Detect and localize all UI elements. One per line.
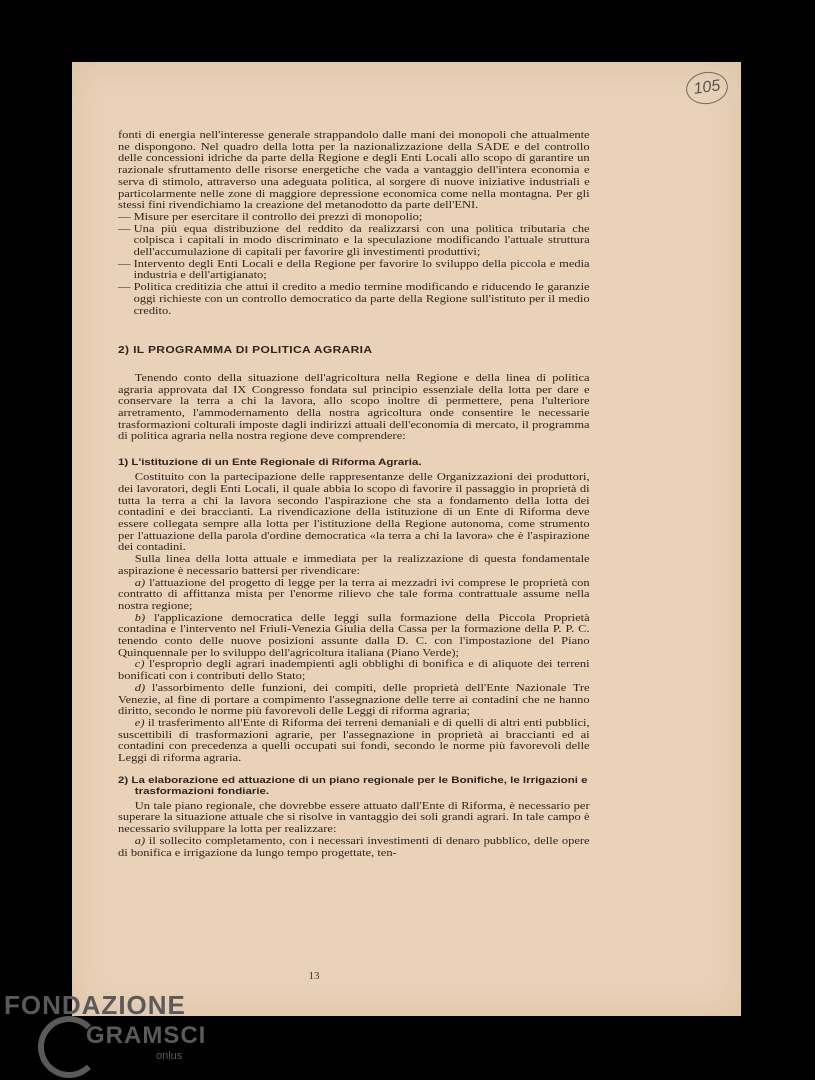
dash-list-item: — Intervento degli Enti Locali e della Regione per favorire lo sviluppo della piccola e media industria e dell'artigianato; — [118, 259, 590, 282]
lettered-item — [118, 578, 590, 613]
watermark-line2: GRAMSCI — [86, 1022, 207, 1049]
watermark-logo — [4, 990, 207, 1075]
body-paragraph: Un tale piano regionale, che dovrebbe essere attuato dall'Ente di Riforma, è necessario per superare la situazione attuale che si risolve in vantaggio dei soli grandi agrari. In tale campo è necessario sviluppare la lotta per realizzare: — [118, 800, 590, 836]
lettered-item — [118, 613, 590, 660]
watermark-line3: onlus — [156, 1050, 183, 1062]
body-paragraph: Costituito con la partecipazione delle rappresentanze delle Organizzazioni dei produttori, dei lavoratori, degli Enti Locali, il quale abbia lo scopo di favorire il passaggio in proprietà di tutta la terra a chi la lavora secondo l'aspirazione che sta a fondamento della lotta dei contadini e dei braccianti. La rivendicazione della istituzione di un Ente di Riforma deve essere collegata sempre alla lotta per l'istituzione della Regione autonoma, come strumento per l'attuazione della parola d'ordine democratica «la terra a chi la lavora» che è l'aspirazione dei contadini. — [118, 472, 590, 554]
section-intro-paragraph: Tenendo conto della situazione dell'agricoltura nella Regione e della linea di politica agraria approvata dal IX Congresso fondata sul principio essenziale della lotta per dare e conservare la terra a chi la lavora, allo scopo inoltre di permettere, pena l'ulteriore arretramento, l'ammodernamento della nostra agricoltura onde consentire le necessarie trasformazioni colturali imposte dagli indirizzi attuali dell'economia di mercato, il programma di politica agraria nella nostra regione deve comprendere: — [118, 372, 590, 443]
page-number-stamp: 105 — [684, 69, 730, 107]
section-heading: 2) IL PROGRAMMA DI POLITICA AGRARIA — [118, 345, 373, 357]
item-letter: a) — [134, 835, 146, 847]
lettered-item — [118, 836, 590, 859]
subsection-heading: 1) L'istituzione di un Ente Regionale di Riforma Agraria. — [118, 457, 422, 469]
item-text: l'esproprio degli agrari inadempienti agli obblighi di bonifica e di aliquote dei terreni bonificati con i contributi dello Stato; — [118, 659, 590, 683]
dash-list-item: — Politica creditizia che attui il credito a medio termine modificando e riducendo le garanzie oggi richieste con un controllo democratico da parte della Regione sull'istituto per il medio credito. — [118, 282, 590, 317]
body-paragraph: Sulla linea della lotta attuale e immediata per la realizzazione di questa fondamentale aspirazione è necessario battersi per rivendicare: — [118, 554, 590, 577]
dash-list-item: — Misure per esercitare il controllo dei prezzi di monopolio; — [118, 212, 590, 224]
item-text: il trasferimento all'Ente di Riforma dei terreni demaniali e di quelli di altri enti pubblici, suscettibili di trasformazioni agrarie, per l'assegnazione in proprietà ai braccianti ed ai contadini con precedenza a quelli occupati sui fondi, secondo le norme più favorevoli delle Leggi di riforma agraria. — [118, 717, 590, 765]
lettered-item — [118, 683, 590, 718]
dash-list-item: — Una più equa distribuzione del reddito da realizzarsi con una politica tributaria che colpisca i capitali in modo discriminato e la speculazione modificando l'attuale struttura dell'accumulazione di capitali per favorire gli investimenti produttivi; — [118, 224, 590, 259]
watermark-line1: FONDAZIONE — [4, 990, 186, 1020]
item-letter: c) — [134, 659, 145, 671]
intro-paragraph: fonti di energia nell'interesse generale strappandolo dalle mani dei monopoli che attualmente ne dispongono. Nel quadro della lotta per la nazionalizzazione della SADE e del controllo delle concessioni idriche da parte della Regione e degli Enti Locali allo scopo di garantire un razionale sfruttamento delle risorse energetiche che vada a vantaggio dell'intera economia e serva di stimolo, attraverso una adeguata politica, al sorgere di nuove iniziative industriali e particolarmente nelle zone di maggiore depressione economica come nella montagna. Per gli stessi fini rivendichiamo la creazione del metanodotto da parte dell'ENI. — [118, 130, 590, 212]
lettered-item — [118, 718, 590, 765]
item-text: l'assorbimento delle funzioni, dei compiti, delle proprietà dell'Ente Nazionale Tre Venezie, al fine di portare a compimento l'assegnazione delle terre ai contadini che ne hanno diritto, secondo le norme più favorevoli delle Leggi di riforma agraria; — [118, 682, 590, 718]
subsection-heading: 2) La elaborazione ed attuazione di un piano regionale per le Bonifiche, le Irrigazioni e trasformazioni fondiarie. — [118, 774, 588, 797]
item-text: l'attuazione del progetto di legge per la terra ai mezzadri ivi comprese le proprietà con contratto di affittanza mista per l'enorme rilievo che tale forma contrattuale assume nella nostra regione; — [118, 577, 590, 612]
item-letter: e) — [134, 717, 145, 729]
page-folio: 13 — [308, 970, 320, 982]
item-letter: b) — [134, 612, 146, 624]
document-body — [118, 130, 590, 859]
item-letter: a) — [134, 577, 146, 589]
item-letter: d) — [134, 682, 146, 694]
item-text: l'applicazione democratica delle leggi sulla formazione della Piccola Proprietà contadina e l'intervento nel Friuli-Venezia Giulia della Cassa per la formazione della P. P. C. tenendo conto delle nuove posizioni assunte dalla D. C. con l'impostazione del Piano Quinquennale per lo sviluppo dell'agricoltura italiana (Piano Verde); — [118, 612, 590, 659]
item-text: il sollecito completamento, con i necessari investimenti di denaro pubblico, delle opere di bonifica e irrigazione da lungo tempo progettate, ten- — [118, 835, 590, 859]
lettered-item — [118, 659, 590, 682]
